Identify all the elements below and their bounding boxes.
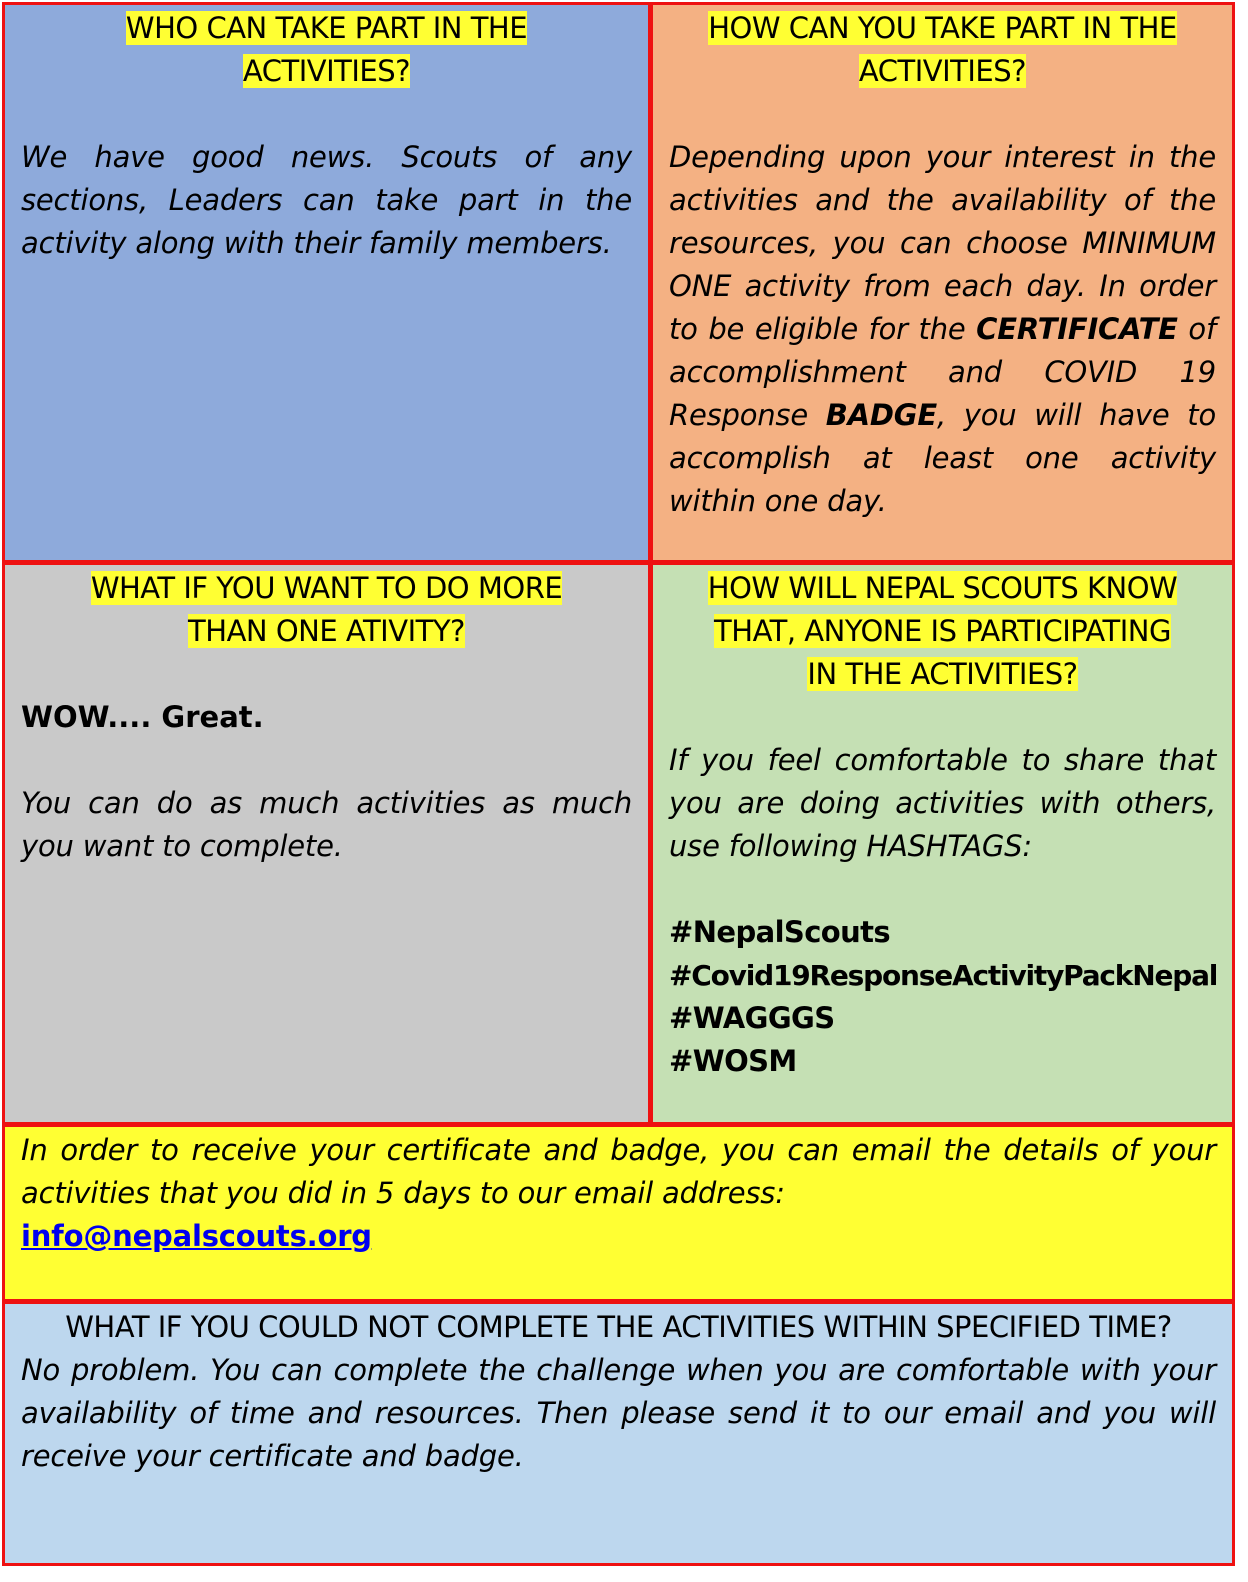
how-heading-line1: HOW CAN YOU TAKE PART IN THE	[708, 11, 1177, 45]
more-body: You can do as much activities as much you want to complete.	[21, 786, 632, 863]
who-heading-line2: ACTIVITIES?	[242, 54, 411, 88]
receive-body: In order to receive your certificate and badge, you can email the details of your activities that you did in 5 days to our email address:	[21, 1133, 1216, 1210]
how-heading	[669, 7, 1216, 93]
certificate-text: CERTIFICATE	[976, 312, 1178, 346]
how-body-part2: of accomplishment and COVID 19 Response	[669, 312, 1216, 432]
know-heading-line3: IN THE ACTIVITIES?	[807, 657, 1078, 691]
late-body: No problem. You can complete the challenge when you are comfortable with your availability of time and resources. Then please send it to our email and you will receive your certificate and badge.	[21, 1353, 1216, 1473]
how-body-part3: , you will have to accomplish at least one activity within one day.	[669, 398, 1216, 518]
more-heading-line2: THAN ONE ATIVITY?	[188, 614, 465, 648]
hashtag-list	[669, 911, 1216, 1083]
know-body: If you feel comfortable to share that you are doing activities with others, use following HASHTAGS:	[669, 743, 1216, 863]
know-heading	[669, 567, 1216, 696]
late-heading: WHAT IF YOU COULD NOT COMPLETE THE ACTIVITIES WITHIN SPECIFIED TIME?	[65, 1310, 1172, 1344]
who-body: We have good news. Scouts of any sections, Leaders can take part in the activity along with their family members.	[21, 140, 632, 260]
know-heading-line2: THAT, ANYONE IS PARTICIPATING	[714, 614, 1171, 648]
how-heading-line2: ACTIVITIES?	[858, 54, 1027, 88]
hashtag-wagggs: #WAGGGS	[669, 1001, 835, 1035]
know-heading-line1: HOW WILL NEPAL SCOUTS KNOW	[707, 571, 1178, 605]
who-heading	[21, 7, 632, 93]
hashtag-nepalscouts: #NepalScouts	[669, 915, 891, 949]
how-body-part1: Depending upon your interest in the activities and the availability of the resources, you can choose MINIMUM ONE activity from each day. In order to be eligible for the	[669, 140, 1216, 346]
hashtag-covid19-pack: #Covid19ResponseActivityPackNepal	[669, 959, 1218, 992]
email-link[interactable]: info@nepalscouts.org	[21, 1219, 372, 1253]
late-section	[2, 1301, 1235, 1566]
hashtag-wosm: #WOSM	[669, 1044, 797, 1078]
more-section	[2, 562, 651, 1125]
how-section	[650, 2, 1235, 563]
who-heading-line1: WHO CAN TAKE PART IN THE	[125, 11, 528, 45]
more-heading-line1: WHAT IF YOU WANT TO DO MORE	[90, 571, 563, 605]
more-heading	[21, 567, 632, 653]
badge-text: BADGE	[825, 398, 937, 432]
how-body	[669, 136, 1216, 523]
wow-text: WOW.... Great.	[21, 700, 264, 734]
email-line	[21, 1215, 1216, 1258]
who-section	[2, 2, 651, 563]
receive-section	[2, 1124, 1235, 1302]
know-section	[650, 562, 1235, 1125]
